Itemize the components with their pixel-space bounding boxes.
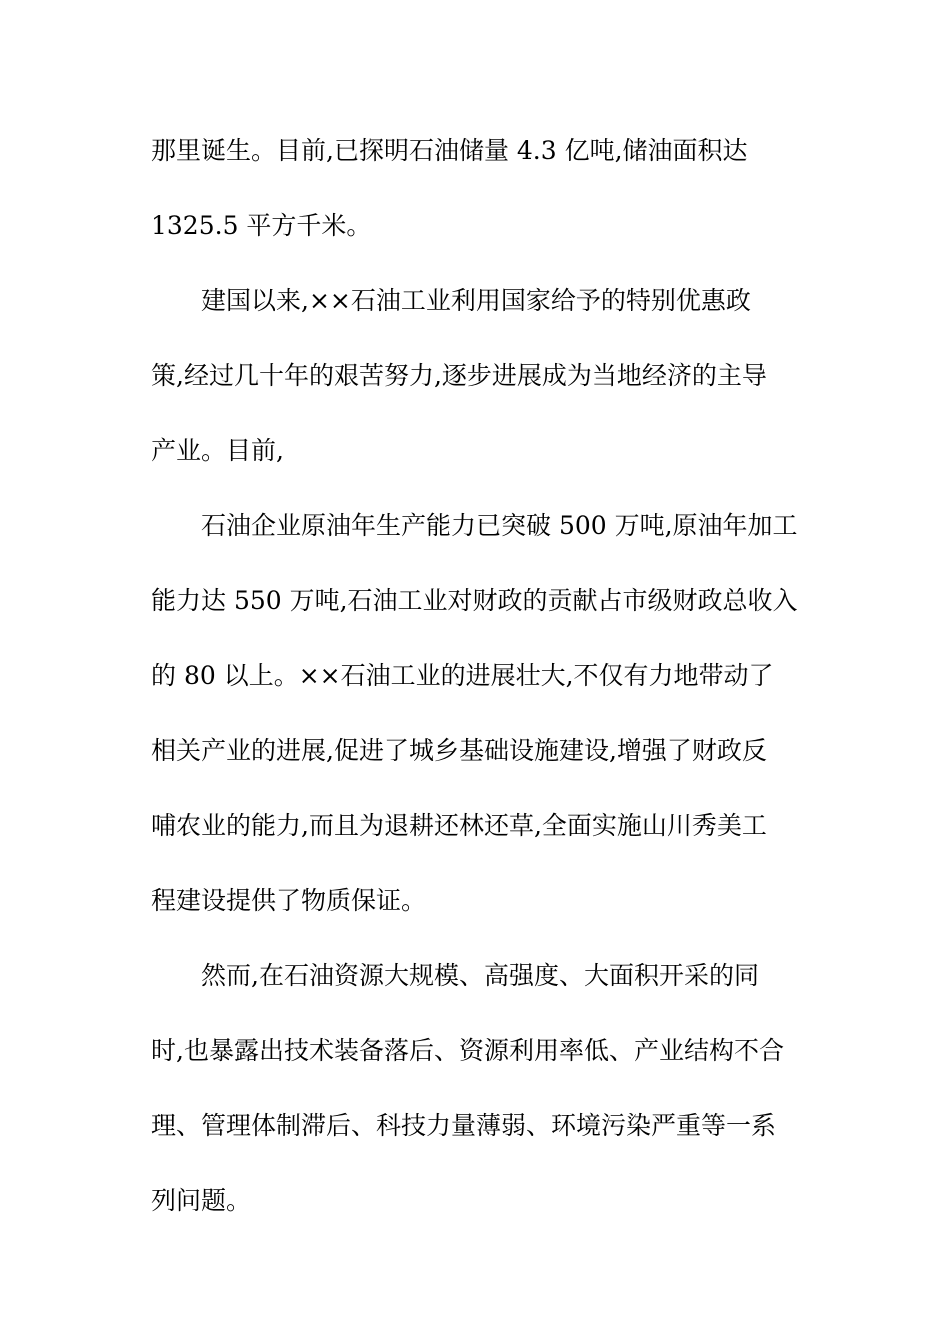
- paragraph-2-line-3: 产业。目前,: [151, 436, 284, 465]
- paragraph-3-line-4: 相关产业的进展,促进了城乡基础设施建设,增强了财政反: [151, 736, 767, 765]
- paragraph-1-line-1: 那里诞生。目前,已探明石油储量 4.3 亿吨,储油面积达: [151, 136, 748, 165]
- paragraph-4-line-2: 时,也暴露出技术装备落后、资源利用率低、产业结构不合: [151, 1036, 784, 1065]
- paragraph-4-line-3: 理、管理体制滞后、科技力量薄弱、环境污染严重等一系: [151, 1111, 777, 1140]
- paragraph-1-line-2: 1325.5 平方千米。: [151, 211, 372, 240]
- paragraph-3-line-1: 石油企业原油年生产能力已突破 500 万吨,原油年加工: [201, 511, 798, 540]
- paragraph-3-line-2: 能力达 550 万吨,石油工业对财政的贡献占市级财政总收入: [151, 586, 798, 615]
- paragraph-3-line-5: 哺农业的能力,而且为退耕还林还草,全面实施山川秀美工: [151, 811, 767, 840]
- paragraph-3-line-3: 的 80 以上。××石油工业的进展壮大,不仅有力地带动了: [151, 661, 774, 690]
- paragraph-2-line-1: 建国以来,××石油工业利用国家给予的特别优惠政: [201, 286, 751, 315]
- paragraph-2-line-2: 策,经过几十年的艰苦努力,逐步进展成为当地经济的主导: [151, 361, 767, 390]
- paragraph-3-line-6: 程建设提供了物质保证。: [151, 886, 427, 915]
- paragraph-4-line-4: 列问题。: [151, 1186, 252, 1215]
- paragraph-4-line-1: 然而,在石油资源大规模、高强度、大面积开采的同: [201, 961, 759, 990]
